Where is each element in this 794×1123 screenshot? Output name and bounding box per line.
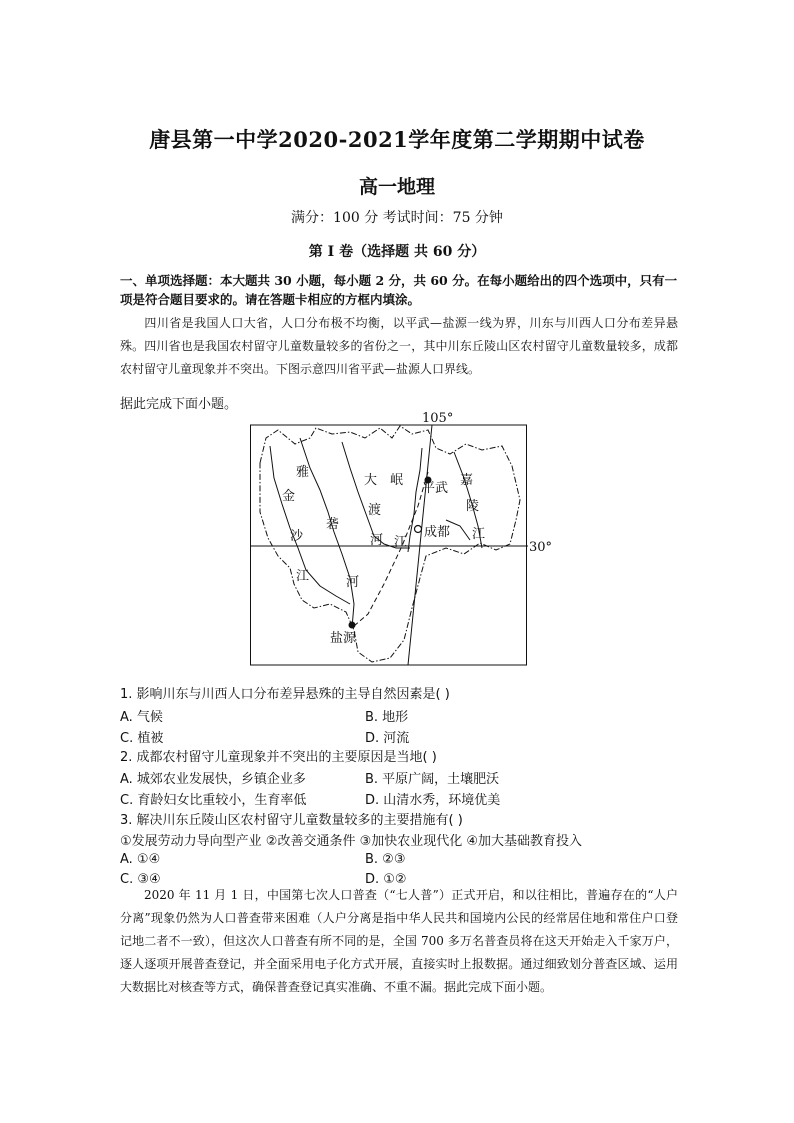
part-heading: 第 I 卷（选择题 共 60 分） — [308, 244, 486, 260]
yanyuan-label: 盐源 — [330, 631, 357, 646]
section-instructions: 一、单项选择题：本大题共 30 小题，每小题 2 分，共 60 分。在每小题给出的四个选项中，只有一项是符合题目要求的。请在答题卡相应的方框内填涂。 — [120, 273, 678, 307]
dadu-river-label-3: 河 — [370, 533, 384, 548]
jinsha-river-label-2: 沙 — [290, 529, 304, 544]
q3-option-b: B. ②③ — [365, 852, 406, 867]
passage-1-text: 四川省是我国人口大省，人口分布极不均衡，以平武—盐源一线为界，川东与川西人口分布差异悬殊。四川省也是我国农村留守儿童数量较多的省份之一，其中川东丘陵山区农村留守儿童数量较多，成都农村留守儿童现象并不突出。下图示意四川省平武—盐源人口界线。 — [120, 316, 678, 376]
dadu-river-label-1: 大 — [364, 473, 378, 488]
exam-title: 唐县第一中学2020-2021学年度第二学期期中试卷 — [149, 127, 645, 152]
passage-2-text: 2020 年 11 月 1 日，中国第七次人口普查（“七人普”）正式开启，和以往相比，普遍存在的“人户分离”现象仍然为人口普查带来困难（人户分离是指中华人民共和国境内公民的经常居住地和常住户口登记地二者不一致），但这次人口普查有所不同的是，全国 700 多万名普查员将在这天开始走入千家万户，逐人逐项开展普查登记，并全面采用电子化方式开展，直接实时上报数据。通过细致划分普查区域、运用大数据比对核查等方式，确保普查登记真实准确、不重不漏。据此完成下面小题。 — [120, 888, 678, 994]
pingwu-label: 平武 — [422, 481, 449, 496]
exam-meta: 满分：100 分 考试时间：75 分钟 — [291, 210, 503, 226]
question-3-statements: ①发展劳动力导向型产业 ②改善交通条件 ③加快农业现代化 ④加大基础教育投入 — [120, 834, 583, 849]
jinsha-river-label-1: 金 — [282, 489, 296, 504]
q2-option-d: D. 山清水秀，环境优美 — [365, 793, 501, 808]
jinsha-river-label-3: 江 — [296, 569, 310, 584]
question-1-stem: 1. 影响川东与川西人口分布差异悬殊的主导自然因素是( ) — [120, 687, 450, 702]
latitude-label: 30° — [529, 540, 553, 555]
yanyuan-marker — [349, 622, 356, 629]
q2-option-a: A. 城郊农业发展快，乡镇企业多 — [120, 772, 306, 787]
longitude-line — [408, 425, 432, 665]
pingwu-yanyuan-line — [354, 472, 428, 626]
q1-option-c: C. 植被 — [120, 731, 164, 746]
min-river-label-2: 江 — [394, 535, 408, 550]
jialing-river-label-2: 陵 — [466, 499, 480, 514]
q2-option-b: B. 平原广阔，土壤肥沃 — [365, 772, 500, 787]
jialing-river-label-1: 嘉 — [460, 473, 474, 488]
passage-1-lead: 据此完成下面小题。 — [120, 397, 238, 412]
yalong-river-label-2: 砻 — [326, 517, 340, 532]
jialing-river-label-3: 江 — [472, 527, 486, 542]
q3-option-c: C. ③④ — [120, 872, 161, 887]
yalong-river-label-1: 雅 — [296, 465, 310, 480]
q3-option-d: D. ①② — [365, 872, 407, 887]
dadu-river-label-2: 渡 — [368, 503, 382, 518]
min-river-label-1: 岷 — [390, 473, 404, 488]
longitude-label: 105° — [422, 411, 454, 426]
passage-2 — [120, 884, 678, 999]
exam-subject: 高一地理 — [358, 176, 435, 198]
q3-option-a: A. ①④ — [120, 852, 161, 867]
q2-option-c: C. 育龄妇女比重较小，生育率低 — [120, 793, 307, 808]
question-3-stem: 3. 解决川东丘陵山区农村留守儿童数量较多的主要措施有( ) — [120, 813, 463, 828]
yalong-river-label-3: 河 — [346, 575, 360, 590]
chengdu-label: 成都 — [424, 525, 451, 540]
min-river-line — [408, 448, 422, 552]
chengdu-marker — [415, 526, 422, 533]
question-2-stem: 2. 成都农村留守儿童现象并不突出的主要原因是当地( ) — [120, 750, 437, 765]
passage-1 — [120, 312, 678, 381]
q1-option-b: B. 地形 — [365, 710, 409, 725]
q1-option-a: A. 气候 — [120, 710, 163, 725]
q1-option-d: D. 河流 — [365, 731, 410, 746]
sichuan-population-line-map — [250, 408, 553, 680]
